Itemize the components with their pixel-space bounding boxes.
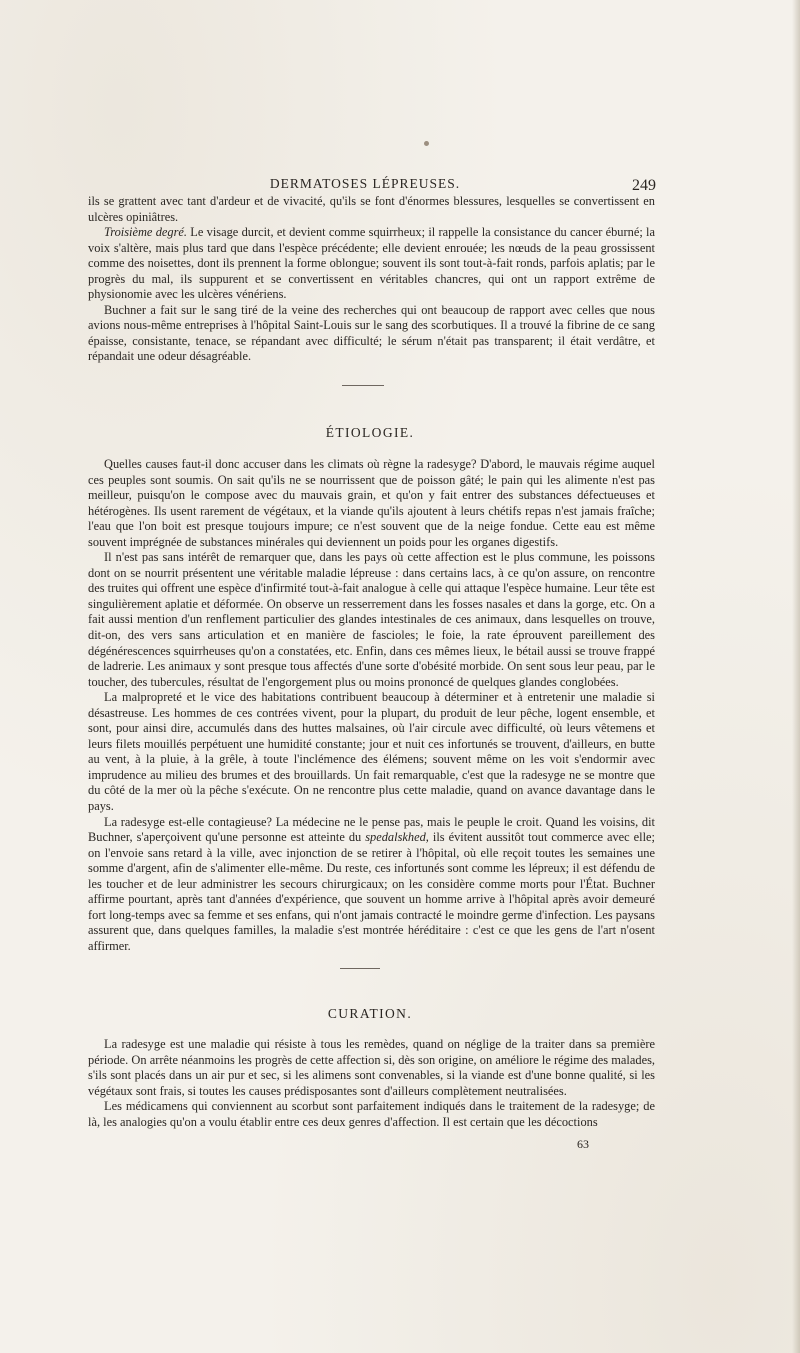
paper-speck — [424, 141, 429, 146]
paragraph-third-degree — [88, 225, 655, 303]
running-title: DERMATOSES LÉPREUSES. — [269, 176, 461, 191]
paragraph: La radesyge est une maladie qui résiste à tous les remèdes, quand on néglige de la traiter dans sa première période. On arrête néanmoins les progrès de cette affection si, dès son origine, on améliore le régime des malades, s'ils sont placés dans un air pur et sec, si les alimens sont convenables, si la viande est d'une bonne qualité, si les végétaux sont frais, si toutes les causes prédisposantes sont d'ailleurs complètement neutralisées. — [88, 1037, 655, 1098]
intro-text-block — [88, 194, 655, 365]
curation-text-block — [88, 1037, 655, 1130]
section-divider — [342, 385, 384, 386]
section-title-etiologie: ÉTIOLOGIE. — [325, 425, 415, 440]
paragraph: La malpropreté et le vice des habitations contribuent beaucoup à déterminer et à entretenir une maladie si désastreuse. Les hommes de ces contrées vivent, pour la plupart, du produit de leur pêche, logent ensemble, et sont, pour ainsi dire, accumulés dans des huttes malsaines, où l'air circule avec difficulté, où leurs vêtemens et leurs filets mouillés perpétuent une humidité constante; jour et nuit ces infortunés se trouvent, d'ailleurs, en butte au vent, à la pluie, à la grêle, à toute l'inclémence des élémens; souvent même on les voit s'endormir avec imprudence au milieu des brumes et des brouillards. Un fait remarquable, c'est que la radesyge ne se montre que du côté de la mer où la pêche s'exécute. On ne rencontre plus cette maladie, quand on avance davantage dans le pays. — [88, 690, 655, 814]
page-number: 249 — [632, 177, 656, 194]
paragraph: Les médicamens qui conviennent au scorbut sont parfaitement indiqués dans le traitement de la radesyge; de là, les analogies qu'on a voulu établir entre ces deux genres d'affection. Il est certain que les décoctions — [88, 1099, 655, 1129]
third-degree-text: Le visage durcit, et devient comme squirrheux; il rappelle la consistance du cancer éburné; la voix s'altère, mais plus tard que dans l'espèce précédente; elle devient enrouée; les nœuds de la peau grossissent comme des noisettes, dont ils prennent la forme oblongue; souvent ils sont tout-à-fait ronds, parfois aplatis; par le progrès du mal, ils suppurent et se convertissent en véritables chancres, qui ont un rapport extrême de physionomie avec les ulcères vénériens. — [88, 225, 655, 302]
signature-mark: 63 — [577, 1137, 589, 1151]
spedalskhed-term: spedalskhed, — [365, 830, 429, 845]
etiologie-text-block — [88, 457, 655, 955]
contagion-text-rest: ils évitent aussitôt tout commerce avec elle; on l'envoie sans retard à la ville, avec injonction de se retirer à l'hôpital, où elle reçoit toutes les semaines une somme d'argent, afin de s'alimenter elle-même. Du reste, ces infortunés sont comme les lépreux; il est défendu de les toucher et de leur administrer les secours chirurgicaux; on les considère comme morts pour l'État. Buchner affirme pourtant, après tant d'années d'expérience, que souvent un homme arrive à l'hôpital après avoir demeuré fort long-temps avec sa femme et ses enfans, qui n'ont jamais contracté le moindre germe d'infection. Les paysans assurent que, dans quelques familles, la maladie s'est montrée héréditaire : c'est ce que les gens de l'art n'osent affirmer. — [88, 830, 655, 953]
paragraph-contagion — [88, 815, 655, 955]
paragraph: Buchner a fait sur le sang tiré de la veine des recherches qui ont beaucoup de rapport avec celles que nous avions nous-même entreprises à l'hôpital Saint-Louis sur le sang des scorbutiques. Il a trouvé la fibrine de ce sang épaisse, consistante, tenace, se répandant avec difficulté; le sérum n'était pas transparent; il était verdâtre, et répandait une odeur désagréable. — [88, 302, 655, 364]
page-edge-shadow — [792, 0, 800, 1353]
section-title-curation: CURATION. — [327, 1006, 413, 1021]
third-degree-label: Troisième degré. — [104, 225, 188, 240]
contagion-text-start: La radesyge est-elle contagieuse? La médecine ne le pense pas, mais le peuple le croit. Quand les voisins, dit Buchner, s'aperçoivent qu'une personne est atteinte du — [88, 814, 655, 845]
paragraph: ils se grattent avec tant d'ardeur et de vivacité, qu'ils se font d'énormes blessures, lesquelles se convertissent en ulcères opiniâtres. — [88, 194, 655, 224]
paragraph: Il n'est pas sans intérêt de remarquer que, dans les pays où cette affection est le plus commune, les poissons dont on se nourrit présentent une véritable maladie lépreuse : dans certains lacs, à ce qu'on assure, on rencontre des truites qui offrent une espèce d'infirmité tout-à-fait analogue à celle qui attaque l'espèce humaine. Leur tête est singulièrement aplatie et déformée. On observe un resserrement dans les fosses nasales et dans la gorge, etc. On a fait aussi mention d'un renflement particulier des glandes intestinales de ces animaux, dans lesquelles on trouve, dit-on, des vers sans articulation et en manière de fascioles; le foie, la rate éprouvent pareillement des dégénérescences squirrheuses qu'on a constatées, etc. Enfin, dans ces mêmes lieux, le bétail aussi se trouve frappé de ladrerie. Les animaux y sont presque tous affectés d'une sorte d'obésité morbide. On sent sous leur peau, par le toucher, des tubercules, résultat de l'engorgement plus ou moins prononcé de quelques glandes conglobées. — [88, 550, 655, 689]
section-divider — [340, 968, 380, 969]
paragraph: Quelles causes faut-il donc accuser dans les climats où règne la radesyge? D'abord, le mauvais régime auquel ces peuples sont soumis. On sait qu'ils ne se nourrissent que de poisson gâté; le pain qui les alimente n'est pas meilleur, puisqu'on le compose avec du mauvais grain, et qu'on y fait entrer des substances défectueuses et hétérogènes. Ils usent rarement de végétaux, et la viande qu'ils ajoutent à leurs chétifs repas n'est jamais fraîche; l'eau que l'on boit est presque toujours impure; ce n'est souvent que de la neige fondue. Cette eau est même souvent imprégnée de substances minérales qui deviennent un poids pour les organes digestifs. — [88, 457, 655, 549]
running-header — [0, 176, 800, 196]
